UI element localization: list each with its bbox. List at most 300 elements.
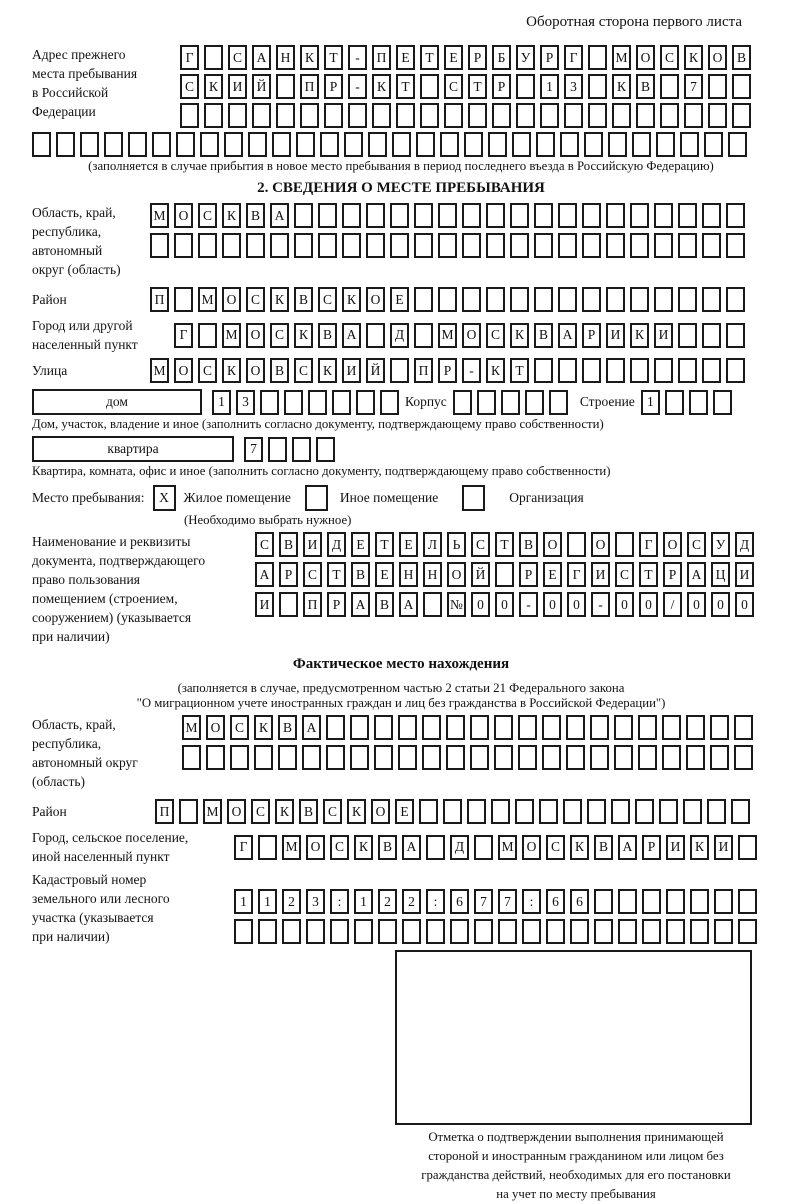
char-box: И [654, 323, 673, 348]
char-box: С [660, 45, 679, 70]
char-box [396, 103, 415, 128]
char-box [272, 132, 291, 157]
char-box [582, 203, 601, 228]
char-box: 7 [498, 889, 517, 914]
label-line: участка (указывается [32, 910, 154, 925]
page-side-note: Оборотная сторона первого листа [526, 14, 742, 30]
char-box [198, 323, 217, 348]
prev-address-rows [180, 45, 751, 128]
field-doc [32, 532, 770, 646]
char-box [582, 287, 601, 312]
section2-heading: 2. СВЕДЕНИЯ О МЕСТЕ ПРЕБЫВАНИЯ [257, 180, 545, 196]
char-box: Е [351, 532, 370, 557]
char-box: К [275, 799, 294, 824]
char-box [680, 132, 699, 157]
char-box [474, 919, 493, 944]
char-box [501, 390, 520, 415]
char-box: И [606, 323, 625, 348]
char-box: Т [375, 532, 394, 557]
char-box [549, 390, 568, 415]
char-box: И [255, 592, 274, 617]
char-box-row [641, 390, 732, 415]
char-box: 1 [540, 74, 559, 99]
char-box [462, 287, 481, 312]
char-box [686, 715, 705, 740]
char-box-row [255, 592, 754, 617]
char-box [732, 103, 751, 128]
char-box [276, 103, 295, 128]
char-box [659, 799, 678, 824]
char-box [567, 532, 586, 557]
char-box [630, 203, 649, 228]
char-box [222, 233, 241, 258]
char-box [684, 103, 703, 128]
label-line: сооружением) (указывается [32, 610, 192, 625]
char-box [590, 715, 609, 740]
char-box [710, 745, 729, 770]
char-box [516, 74, 535, 99]
char-box: К [354, 835, 373, 860]
doc-label [32, 532, 255, 646]
char-box [356, 390, 375, 415]
char-box: П [372, 45, 391, 70]
char-box: 0 [639, 592, 658, 617]
char-box: 0 [615, 592, 634, 617]
label-line: Федерации [32, 104, 96, 119]
mesto-label: Место пребывания: [32, 490, 145, 505]
char-box-row [180, 103, 751, 128]
char-box [414, 287, 433, 312]
char-box: 7 [684, 74, 703, 99]
char-box: М [282, 835, 301, 860]
char-box [588, 103, 607, 128]
doc-rows [255, 532, 754, 617]
char-box [683, 799, 702, 824]
char-box: Л [423, 532, 442, 557]
char-box [608, 132, 627, 157]
char-box [446, 715, 465, 740]
char-box: О [708, 45, 727, 70]
char-box [702, 323, 721, 348]
char-box: Е [390, 287, 409, 312]
char-box: К [684, 45, 703, 70]
char-box [252, 103, 271, 128]
char-box [462, 203, 481, 228]
char-box: 3 [564, 74, 583, 99]
char-box: А [618, 835, 637, 860]
char-box: 3 [236, 390, 255, 415]
checkbox-organizatsiya [462, 485, 485, 511]
char-box [656, 132, 675, 157]
char-box: Е [399, 532, 418, 557]
char-box [710, 715, 729, 740]
korpus-label: Корпус [405, 394, 447, 409]
char-box: - [348, 74, 367, 99]
char-box [606, 203, 625, 228]
char-box: В [636, 74, 655, 99]
char-box [279, 592, 298, 617]
char-box: К [222, 203, 241, 228]
char-box: - [348, 45, 367, 70]
char-box [486, 233, 505, 258]
char-box: Н [399, 562, 418, 587]
char-box: Й [252, 74, 271, 99]
char-box-row [182, 715, 753, 740]
char-box: В [318, 323, 337, 348]
char-box: О [227, 799, 246, 824]
option-inoe-label: Иное помещение [339, 490, 439, 505]
char-box: О [246, 358, 265, 383]
char-box: Р [492, 74, 511, 99]
char-box [486, 287, 505, 312]
char-box: И [303, 532, 322, 557]
char-box: - [591, 592, 610, 617]
char-box: Е [543, 562, 562, 587]
char-box [540, 103, 559, 128]
char-box: К [690, 835, 709, 860]
char-box [512, 132, 531, 157]
char-box: 7 [244, 437, 263, 462]
char-box [635, 799, 654, 824]
char-box [416, 132, 435, 157]
char-box: А [351, 592, 370, 617]
char-box: П [300, 74, 319, 99]
char-box [344, 132, 363, 157]
char-box: С [444, 74, 463, 99]
char-box [350, 745, 369, 770]
char-box: П [414, 358, 433, 383]
label-line: автономный округ [32, 755, 138, 770]
char-box-row [453, 390, 568, 415]
char-box: С [255, 532, 274, 557]
char-box [128, 132, 147, 157]
fact-field-kadastr [32, 870, 770, 946]
char-box [518, 715, 537, 740]
char-box: А [399, 592, 418, 617]
char-box [522, 919, 541, 944]
char-box [678, 203, 697, 228]
label-line: Область, край, [32, 717, 116, 732]
char-box: 6 [450, 889, 469, 914]
label-line: земельного или лесного [32, 891, 170, 906]
stamp-box [395, 950, 752, 1125]
char-box: - [519, 592, 538, 617]
char-box: Г [639, 532, 658, 557]
char-box: О [174, 203, 193, 228]
char-box [726, 233, 745, 258]
char-box: К [294, 323, 313, 348]
char-box [282, 919, 301, 944]
char-box [678, 287, 697, 312]
char-box: Е [395, 799, 414, 824]
fact-note2: "О миграционном учете иностранных граждан и лиц без гражданства в Российской Федерации") [136, 696, 666, 710]
char-box: 2 [282, 889, 301, 914]
char-box: О [462, 323, 481, 348]
char-box: А [255, 562, 274, 587]
char-box: С [318, 287, 337, 312]
char-box: И [591, 562, 610, 587]
label-line: республика, [32, 736, 102, 751]
label-line: Отметка о подтверждении выполнения принимающей [428, 1130, 724, 1144]
char-box: С [330, 835, 349, 860]
char-box [566, 745, 585, 770]
char-box: Т [639, 562, 658, 587]
char-box: В [246, 203, 265, 228]
char-box: Т [324, 45, 343, 70]
char-box: М [498, 835, 517, 860]
fact-heading: Фактическое место нахождения [292, 656, 510, 672]
char-box [738, 835, 757, 860]
char-box [258, 919, 277, 944]
char-box: М [612, 45, 631, 70]
char-box [536, 132, 555, 157]
char-box: О [246, 323, 265, 348]
char-box [566, 715, 585, 740]
char-box [654, 233, 673, 258]
char-box: Р [642, 835, 661, 860]
char-box [708, 103, 727, 128]
char-box [582, 358, 601, 383]
prev-address-note: (заполняется в случае прибытия в новое место пребывания в период последнего въезда в Российскую Федерацию) [88, 159, 714, 173]
char-box: С [546, 835, 565, 860]
char-box [638, 745, 657, 770]
char-box [560, 132, 579, 157]
kvartira-box-label: квартира [32, 436, 234, 462]
char-box: 1 [234, 889, 253, 914]
char-box [470, 715, 489, 740]
char-box: : [522, 889, 541, 914]
char-box [495, 562, 514, 587]
char-box: К [204, 74, 223, 99]
char-box [420, 103, 439, 128]
char-box: Р [663, 562, 682, 587]
char-box [324, 103, 343, 128]
char-box-row [150, 233, 745, 258]
char-box [204, 103, 223, 128]
field-kvartira [32, 436, 770, 462]
label-line: автономный [32, 243, 103, 258]
char-box: К [270, 287, 289, 312]
char-box: П [155, 799, 174, 824]
char-box [374, 715, 393, 740]
char-box [690, 919, 709, 944]
char-box [584, 132, 603, 157]
char-box [498, 919, 517, 944]
char-box [474, 835, 493, 860]
dom-box-label: дом [32, 389, 202, 415]
char-box [558, 287, 577, 312]
char-box [702, 233, 721, 258]
char-box-row [174, 323, 745, 348]
char-box: М [150, 358, 169, 383]
char-box: Д [735, 532, 754, 557]
field-gorod [32, 316, 770, 354]
char-box [296, 132, 315, 157]
option-zhiloe-label: Жилое помещение [183, 490, 291, 505]
char-box [80, 132, 99, 157]
char-box: А [270, 203, 289, 228]
char-box: О [543, 532, 562, 557]
char-box [707, 799, 726, 824]
char-box: В [351, 562, 370, 587]
char-box [302, 745, 321, 770]
char-box [606, 233, 625, 258]
label-line: документа, подтверждающего [32, 553, 206, 568]
char-box [662, 745, 681, 770]
char-box: 0 [687, 592, 706, 617]
char-box: М [150, 203, 169, 228]
char-box [306, 919, 325, 944]
char-box [204, 45, 223, 70]
fact-field-gorod [32, 828, 770, 866]
char-box [234, 919, 253, 944]
char-box: Т [420, 45, 439, 70]
char-box [738, 889, 757, 914]
field-oblast [32, 203, 770, 279]
char-box [515, 799, 534, 824]
char-box [200, 132, 219, 157]
field-prev-address [32, 45, 770, 128]
char-box: У [711, 532, 730, 557]
char-box [224, 132, 243, 157]
char-box [570, 919, 589, 944]
char-box: Р [279, 562, 298, 587]
char-box [594, 889, 613, 914]
char-box: О [306, 835, 325, 860]
char-box [494, 745, 513, 770]
label-line: в Российской [32, 85, 109, 100]
char-box [372, 103, 391, 128]
char-box: Т [327, 562, 346, 587]
char-box [446, 745, 465, 770]
char-box [414, 233, 433, 258]
label-line: гражданства действий, необходимых для его постановки [421, 1168, 731, 1182]
char-box [582, 233, 601, 258]
char-box [398, 715, 417, 740]
char-box [342, 203, 361, 228]
char-box: Т [396, 74, 415, 99]
char-box: Р [327, 592, 346, 617]
char-box: О [636, 45, 655, 70]
char-box [662, 715, 681, 740]
char-box: Й [366, 358, 385, 383]
char-box-row [150, 287, 745, 312]
stamp-caption [340, 1128, 800, 1204]
char-box [462, 233, 481, 258]
char-box: 1 [212, 390, 231, 415]
label-line: Наименование и реквизиты [32, 534, 191, 549]
char-box [248, 132, 267, 157]
char-box: А [252, 45, 271, 70]
char-box: 6 [570, 889, 589, 914]
char-box [260, 390, 279, 415]
char-box: С [198, 203, 217, 228]
char-box [488, 132, 507, 157]
char-box [678, 358, 697, 383]
field-dom [32, 389, 770, 415]
char-box [632, 132, 651, 157]
char-box [666, 919, 685, 944]
char-box [638, 715, 657, 740]
char-box: № [447, 592, 466, 617]
char-box: К [222, 358, 241, 383]
char-box-row [182, 745, 753, 770]
char-box: А [687, 562, 706, 587]
checkbox-inoe [305, 485, 328, 511]
char-box [228, 103, 247, 128]
char-box [453, 390, 472, 415]
label-line: при наличии) [32, 929, 110, 944]
char-box-row [234, 889, 757, 914]
char-box: И [714, 835, 733, 860]
char-box [734, 715, 753, 740]
field-rayon [32, 287, 770, 312]
char-box: Й [471, 562, 490, 587]
char-box: 2 [378, 889, 397, 914]
label-line: (область) [32, 774, 86, 789]
label-line: Город или другой [32, 318, 133, 333]
char-box [678, 233, 697, 258]
fact-kadastr-label [32, 870, 234, 946]
stroenie-label: Строение [579, 394, 635, 409]
char-box [510, 233, 529, 258]
char-box: С [251, 799, 270, 824]
char-box: Н [423, 562, 442, 587]
char-box [542, 745, 561, 770]
char-box: : [330, 889, 349, 914]
char-box: 1 [641, 390, 660, 415]
char-box: О [366, 287, 385, 312]
char-box-row [150, 203, 745, 228]
char-box [254, 745, 273, 770]
char-box: 0 [471, 592, 490, 617]
char-box [614, 715, 633, 740]
char-box: В [519, 532, 538, 557]
char-box [294, 233, 313, 258]
char-box-row [244, 437, 335, 462]
char-box: Д [390, 323, 409, 348]
char-box [704, 132, 723, 157]
char-box [422, 715, 441, 740]
char-box: О [206, 715, 225, 740]
char-box: Г [234, 835, 253, 860]
char-box [326, 745, 345, 770]
char-box: А [558, 323, 577, 348]
ulitsa-label: Улица [32, 363, 68, 378]
char-box [494, 715, 513, 740]
char-box [546, 919, 565, 944]
char-box [726, 323, 745, 348]
char-box-row [234, 835, 757, 860]
char-box: М [203, 799, 222, 824]
char-box-row [150, 358, 745, 383]
fact-oblast-rows [182, 715, 753, 770]
char-box: К [254, 715, 273, 740]
char-box [654, 203, 673, 228]
char-box [558, 203, 577, 228]
char-box: Г [567, 562, 586, 587]
char-box [422, 745, 441, 770]
char-box: В [732, 45, 751, 70]
char-box [420, 74, 439, 99]
char-box-row [180, 45, 751, 70]
char-box: О [447, 562, 466, 587]
char-box [374, 745, 393, 770]
char-box [464, 132, 483, 157]
label-line: Адрес прежнего [32, 47, 126, 62]
char-box: К [318, 358, 337, 383]
char-box [443, 799, 462, 824]
